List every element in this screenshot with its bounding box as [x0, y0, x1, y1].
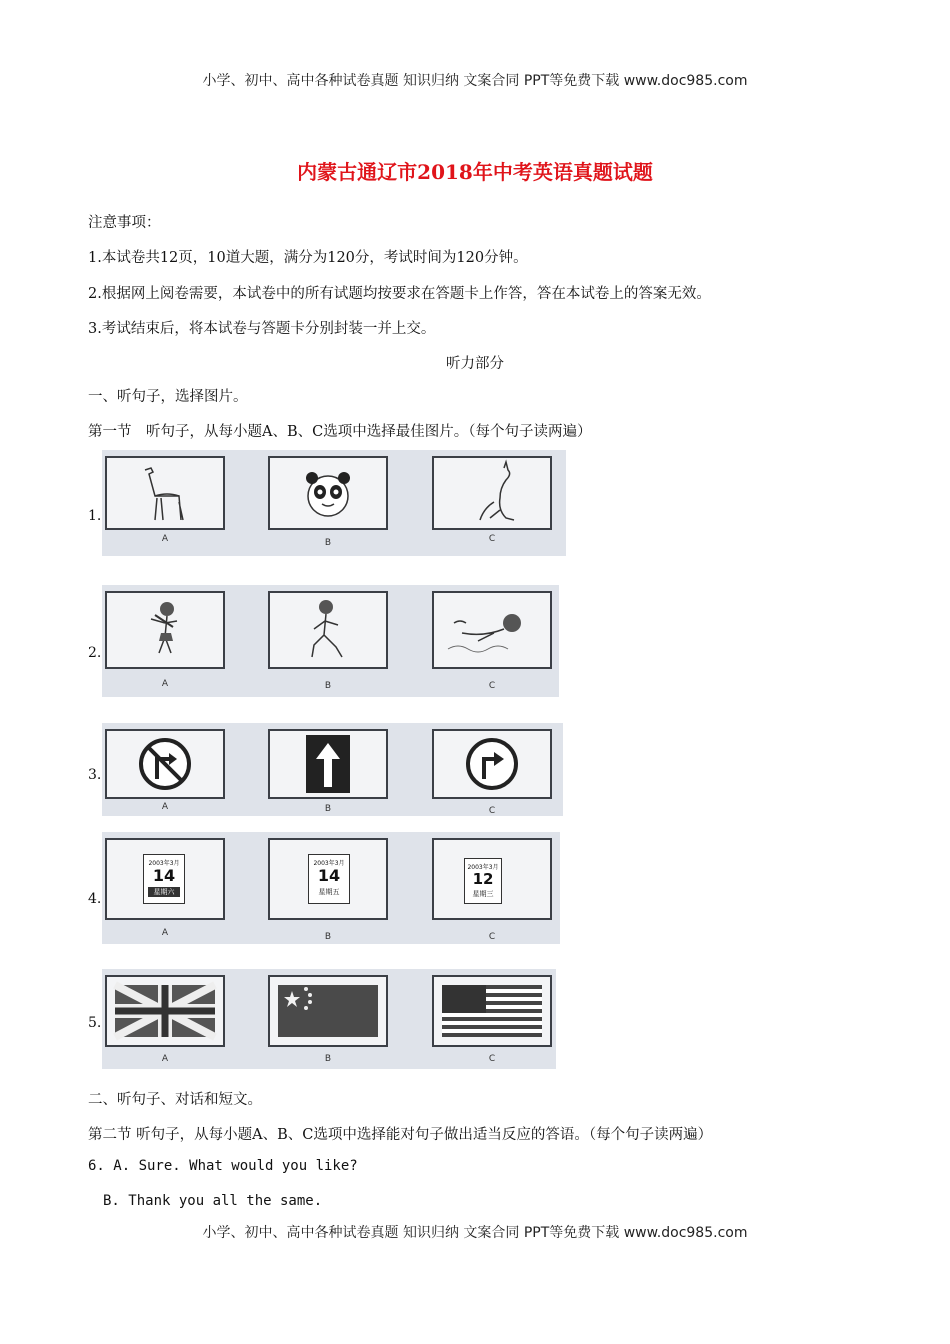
notes-heading: 注意事项：	[88, 215, 161, 231]
turn-right-sign-picture[interactable]	[432, 729, 552, 799]
calendar-weekday: 星期六	[148, 887, 180, 897]
section2-title: 二、听句子、对话和短文。	[88, 1092, 262, 1108]
calendar-month: 2003年3月	[313, 860, 345, 867]
no-right-turn-sign-picture[interactable]	[105, 729, 225, 799]
option-letter: B	[324, 538, 332, 548]
question-4-image-strip	[102, 832, 560, 944]
girl-running-picture[interactable]	[268, 591, 388, 669]
uk-flag-icon	[107, 977, 223, 1045]
kangaroo-picture[interactable]	[432, 456, 552, 530]
go-straight-sign-picture[interactable]	[268, 729, 388, 799]
giraffe-icon	[107, 458, 223, 528]
question-number: 5.	[88, 1015, 102, 1031]
option-letter: A	[161, 928, 169, 938]
panda-icon	[270, 458, 386, 528]
option-letter: C	[488, 806, 496, 816]
straight-arrow-icon	[270, 731, 386, 797]
question-1-image-strip	[102, 450, 566, 556]
section1-instructions: 第一节 听句子，从每小题A、B、C选项中选择最佳图片。（每个句子读两遍）	[88, 424, 592, 440]
no-right-turn-icon	[107, 731, 223, 797]
running-girl-icon	[270, 593, 386, 667]
option-letter: B	[324, 1054, 332, 1064]
question-3-image-strip	[102, 723, 563, 816]
turn-right-icon	[434, 731, 550, 797]
note-item: 3.考试结束后，将本试卷与答题卡分别封装一并上交。	[88, 321, 436, 337]
giraffe-picture[interactable]	[105, 456, 225, 530]
note-item: 1.本试卷共12页，10道大题，满分为120分，考试时间为120分钟。	[88, 250, 528, 266]
question-5-image-strip	[102, 969, 556, 1069]
calendar-month: 2003年3月	[148, 860, 180, 867]
calendar-icon	[464, 858, 502, 904]
part-title: 听力部分	[446, 356, 504, 372]
option-letter: B	[324, 932, 332, 942]
violin-girl-icon	[107, 593, 223, 667]
kangaroo-icon	[434, 458, 550, 528]
question-number: 4.	[88, 891, 102, 907]
note-item: 2.根据网上阅卷需要，本试卷中的所有试题均按要求在答题卡上作答，答在本试卷上的答案无效。	[88, 286, 711, 302]
page-title: 内蒙古通辽市2018年中考英语真题试题	[297, 160, 653, 184]
girl-swimming-picture[interactable]	[432, 591, 552, 669]
option-letter: A	[161, 1054, 169, 1064]
calendar-icon	[308, 854, 350, 904]
china-flag-icon	[270, 977, 386, 1045]
question-6-option-a: 6. A. Sure. What would you like?	[88, 1158, 358, 1174]
china-flag-picture[interactable]	[268, 975, 388, 1047]
page-footer: 小学、初中、高中各种试卷真题 知识归纳 文案合同 PPT等免费下载 www.doc985.com	[202, 1225, 748, 1241]
option-letter: A	[161, 534, 169, 544]
calendar-weekday: 星期三	[472, 890, 494, 898]
question-2-image-strip	[102, 585, 559, 697]
calendar-icon	[143, 854, 185, 904]
option-letter: C	[488, 932, 496, 942]
calendar-picture[interactable]	[105, 838, 225, 920]
usa-flag-picture[interactable]	[432, 975, 552, 1047]
uk-flag-picture[interactable]	[105, 975, 225, 1047]
option-letter: C	[488, 534, 496, 544]
swimming-girl-icon	[434, 593, 550, 667]
option-letter: B	[324, 681, 332, 691]
calendar-picture[interactable]	[432, 838, 552, 920]
option-letter: A	[161, 679, 169, 689]
calendar-day: 14	[152, 866, 176, 885]
option-letter: A	[161, 802, 169, 812]
question-number: 2.	[88, 645, 102, 661]
usa-flag-icon	[434, 977, 550, 1045]
question-6-option-b: B. Thank you all the same.	[103, 1193, 323, 1209]
calendar-day: 12	[472, 870, 494, 888]
section2-instructions: 第二节 听句子，从每小题A、B、C选项中选择能对句子做出适当反应的答语。（每个句子读两遍）	[88, 1127, 713, 1143]
calendar-picture[interactable]	[268, 838, 388, 920]
option-letter: B	[324, 804, 332, 814]
girl-playing-violin-picture[interactable]	[105, 591, 225, 669]
panda-picture[interactable]	[268, 456, 388, 530]
calendar-weekday: 星期五	[318, 888, 340, 896]
question-number: 3.	[88, 767, 102, 783]
calendar-month: 2003年3月	[467, 864, 499, 871]
page-header: 小学、初中、高中各种试卷真题 知识归纳 文案合同 PPT等免费下载 www.doc985.com	[202, 73, 748, 89]
section1-title: 一、听句子，选择图片。	[88, 389, 248, 405]
option-letter: C	[488, 681, 496, 691]
option-letter: C	[488, 1054, 496, 1064]
calendar-day: 14	[317, 866, 341, 885]
question-number: 1.	[88, 508, 102, 524]
